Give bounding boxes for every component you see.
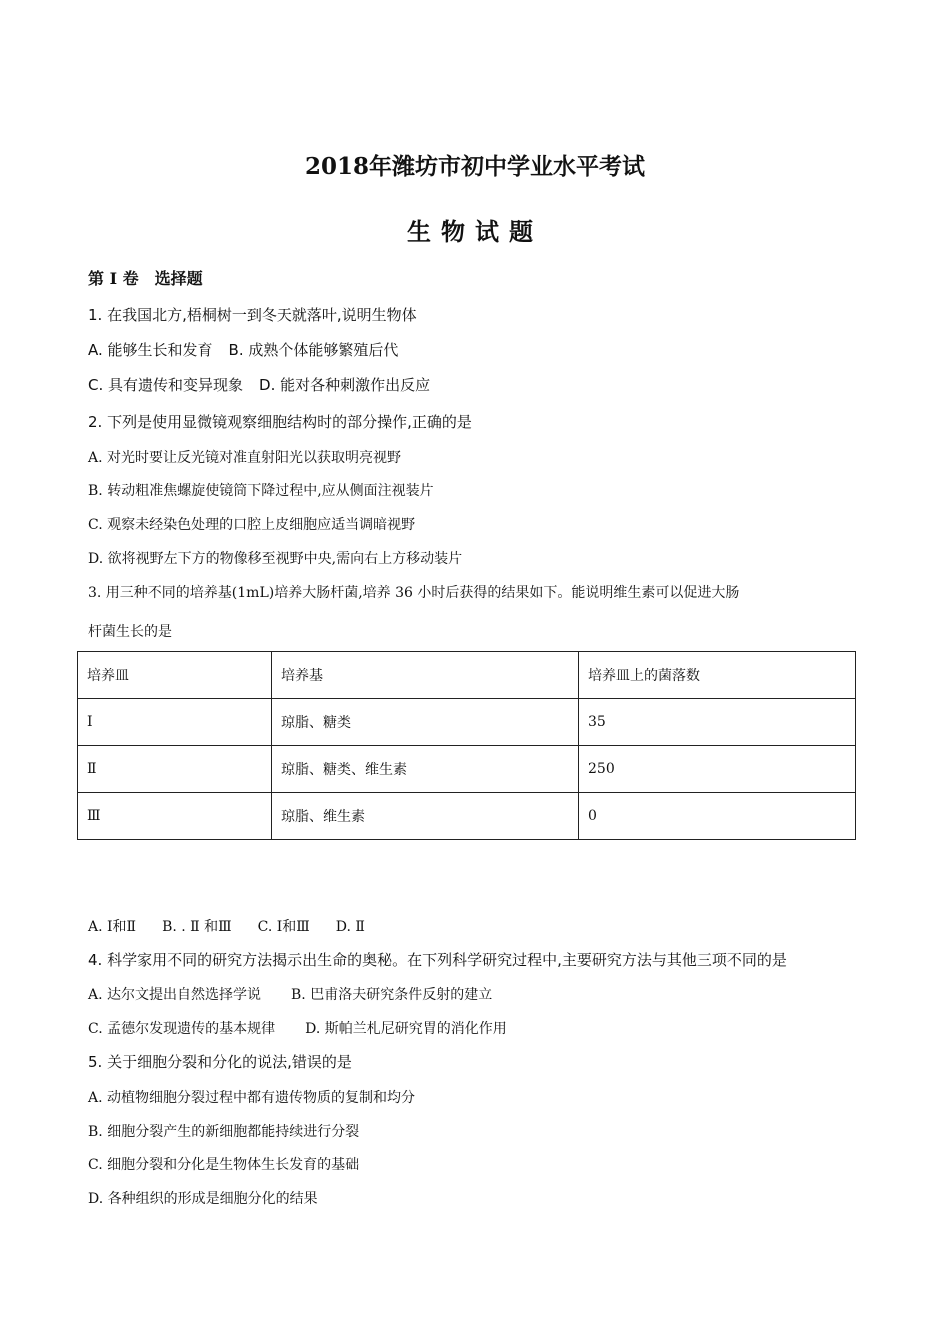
table-header-cell: 培养皿 — [78, 652, 272, 699]
question-5-option-d: D. 各种组织的形成是细胞分化的结果 — [88, 1191, 318, 1207]
question-2-option-a: A. 对光时要让反光镜对准直射阳光以获取明亮视野 — [88, 450, 402, 466]
table-cell: Ⅱ — [78, 746, 272, 793]
question-1-option-a: A. 能够生长和发育 — [88, 341, 213, 359]
question-5-stem: 5. 关于细胞分裂和分化的说法,错误的是 — [88, 1053, 352, 1071]
table-row — [78, 793, 856, 840]
question-4-option-d: D. 斯帕兰札尼研究胃的消化作用 — [305, 1021, 507, 1037]
question-1-options-row1 — [88, 339, 398, 360]
table-cell: 250 — [579, 746, 856, 793]
question-3-option-b: B. . Ⅱ 和Ⅲ — [162, 919, 232, 935]
question-2-stem: 2. 下列是使用显微镜观察细胞结构时的部分操作,正确的是 — [88, 413, 472, 431]
table-cell: 琼脂、糖类 — [272, 699, 579, 746]
question-4-options-row1 — [88, 984, 492, 1004]
question-1-option-c: C. 具有遗传和变异现象 — [88, 376, 244, 394]
question-1-stem: 1. 在我国北方,梧桐树一到冬天就落叶,说明生物体 — [88, 306, 417, 324]
question-3-options — [88, 916, 365, 936]
table-cell: 35 — [579, 699, 856, 746]
question-4-options-row2 — [88, 1018, 507, 1038]
question-1-option-b: B. 成熟个体能够繁殖后代 — [228, 341, 399, 359]
question-4-option-b: B. 巴甫洛夫研究条件反射的建立 — [291, 987, 493, 1003]
exam-subject: 生物试题 — [407, 217, 543, 246]
exam-title: 2018年潍坊市初中学业水平考试 — [304, 153, 645, 180]
table-header-cell: 培养皿上的菌落数 — [579, 652, 856, 699]
question-2-option-c: C. 观察未经染色处理的口腔上皮细胞应适当调暗视野 — [88, 517, 416, 533]
question-5-option-b: B. 细胞分裂产生的新细胞都能持续进行分裂 — [88, 1124, 360, 1140]
question-4-option-c: C. 孟德尔发现遗传的基本规律 — [88, 1021, 276, 1037]
table-row — [78, 746, 856, 793]
table-cell: Ⅲ — [78, 793, 272, 840]
table-cell: 琼脂、维生素 — [272, 793, 579, 840]
table-row — [78, 699, 856, 746]
table-cell: 琼脂、糖类、维生素 — [272, 746, 579, 793]
question-5-option-a: A. 动植物细胞分裂过程中都有遗传物质的复制和均分 — [88, 1090, 416, 1106]
question-3-option-a: A. Ⅰ和Ⅱ — [88, 919, 137, 935]
table-header-cell: 培养基 — [272, 652, 579, 699]
question-1-option-d: D. 能对各种刺激作出反应 — [259, 376, 431, 394]
table-cell: 0 — [579, 793, 856, 840]
question-3-option-c: C. Ⅰ和Ⅲ — [257, 919, 310, 935]
question-4-option-a: A. 达尔文提出自然选择学说 — [88, 987, 262, 1003]
culture-results-table — [77, 651, 856, 840]
table-cell: Ⅰ — [78, 699, 272, 746]
section-heading: 第 I 卷 选择题 — [88, 269, 203, 288]
question-2-option-b: B. 转动粗准焦螺旋使镜筒下降过程中,应从侧面注视装片 — [88, 483, 434, 499]
table-header-row — [78, 652, 856, 699]
question-3-option-d: D. Ⅱ — [335, 919, 365, 935]
question-3-stem-line2: 杆菌生长的是 — [88, 624, 172, 640]
question-5-option-c: C. 细胞分裂和分化是生物体生长发育的基础 — [88, 1157, 360, 1173]
question-3-stem-line1: 3. 用三种不同的培养基(1mL)培养大肠杆菌,培养 36 小时后获得的结果如下。能说明维生素可以促进大肠 — [88, 585, 740, 601]
question-2-option-d: D. 欲将视野左下方的物像移至视野中央,需向右上方移动装片 — [88, 551, 463, 567]
question-4-stem: 4. 科学家用不同的研究方法揭示出生命的奥秘。在下列科学研究过程中,主要研究方法与其他三项不同的是 — [88, 951, 787, 969]
question-1-options-row2 — [88, 374, 430, 395]
